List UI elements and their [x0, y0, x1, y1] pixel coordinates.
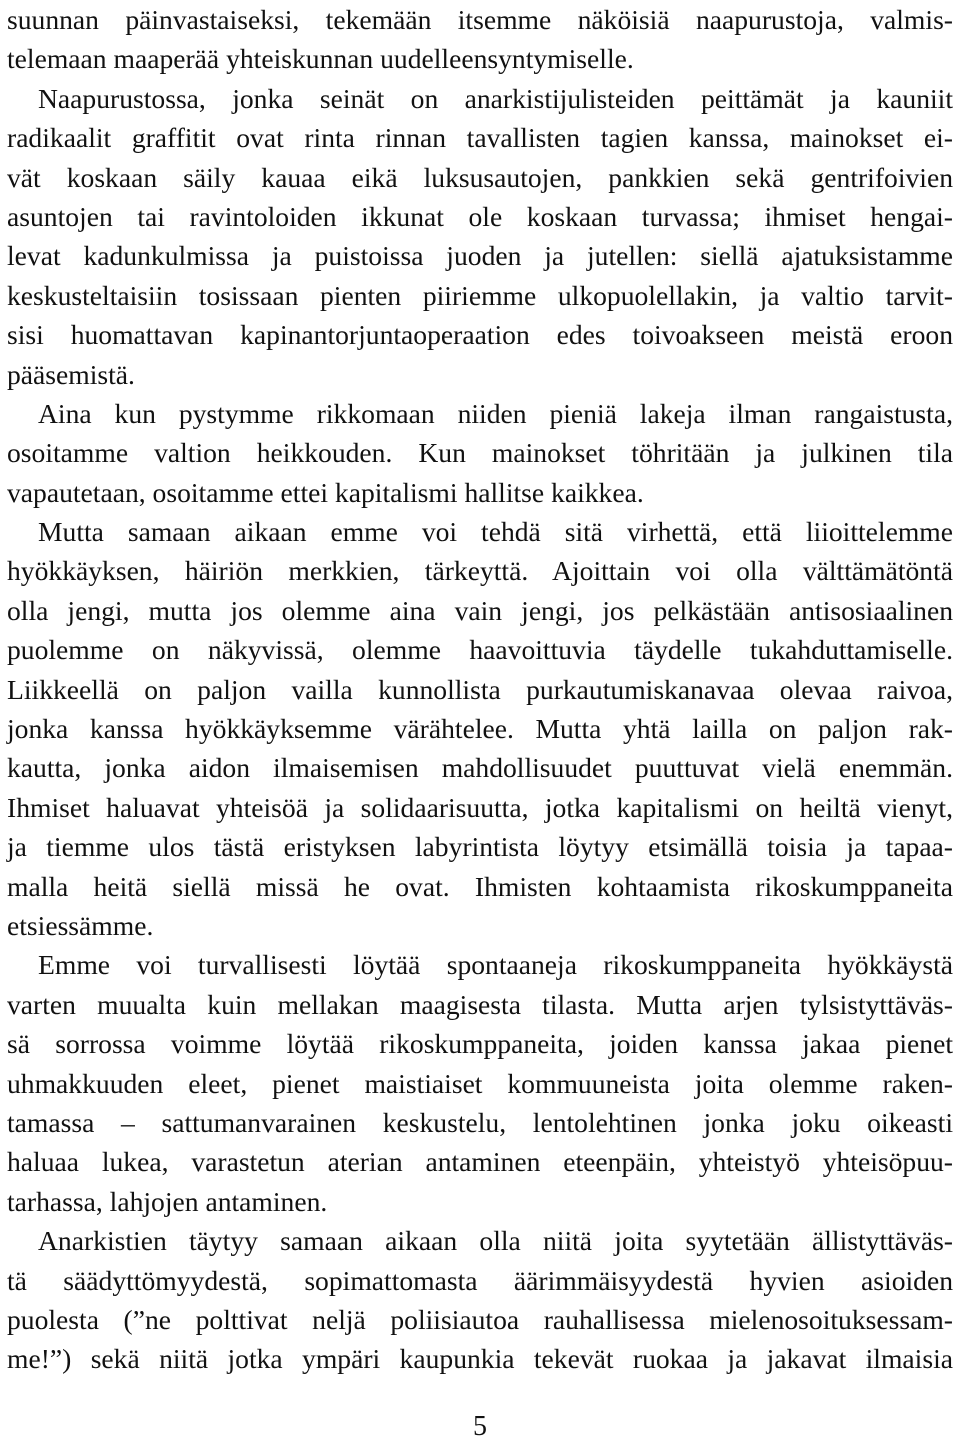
text-line: osoitamme valtion heikkouden. Kun mainokset töhritään ja julkinen tila: [7, 437, 953, 469]
text-line: Mutta samaan aikaan emme voi tehdä sitä virhettä, että liioittelemme: [38, 516, 953, 548]
text-line: Liikkeellä on paljon vailla kunnollista purkautumiskanavaa olevaa raivoa,: [7, 673, 953, 705]
text-line: ja tiemme ulos tästä eristyksen labyrintista löytyy etsimällä toisia ja tapaa-: [7, 831, 953, 863]
text-line: Emme voi turvallisesti löytää spontaaneja rikoskumppaneita hyökkäystä: [38, 949, 953, 981]
text-line: sä sorrossa voimme löytää rikoskumppaneita, joiden kanssa jakaa pienet: [7, 1028, 953, 1060]
text-line: puolemme on näkyvissä, olemme haavoittuvia täydelle tukahduttamiselle.: [7, 634, 953, 666]
text-line: tamassa – sattumanvarainen keskustelu, lentolehtinen jonka joku oikeasti: [7, 1106, 953, 1138]
text-line: tä säädyttömyydestä, sopimattomasta äärimmäisyydestä hyvien asioiden: [7, 1264, 953, 1296]
text-line: Naapurustossa, jonka seinät on anarkistijulisteiden peittämät ja kauniit: [38, 82, 953, 114]
text-line: olla jengi, mutta jos olemme aina vain jengi, jos pelkästään antisosiaalinen: [7, 594, 953, 626]
text-line: tarhassa, lahjojen antaminen.: [7, 1185, 328, 1217]
text-line: asuntojen tai ravintoloiden ikkunat ole koskaan turvassa; ihmiset hengai-: [7, 200, 953, 232]
text-line: malla heitä siellä missä he ovat. Ihmisten kohtaamista rikoskumppaneita: [7, 870, 953, 902]
text-line: Anarkistien täytyy samaan aikaan olla niitä joita syytetään ällistyttäväs-: [38, 1225, 953, 1257]
page-number: 5: [473, 1411, 487, 1442]
text-line: sisi huomattavan kapinantorjuntaoperaation edes toivoakseen meistä eroon: [7, 319, 953, 351]
text-line: puolesta (”ne polttivat neljä poliisiautoa rauhallisessa mielenosoituksessam-: [7, 1303, 953, 1335]
text-line: uhmakkuuden eleet, pienet maistiaiset kommuuneista joita olemme raken-: [7, 1067, 953, 1099]
text-line: radikaalit graffitit ovat rinta rinnan tavallisten tagien kanssa, mainokset ei-: [7, 122, 953, 154]
text-line: pääsemistä.: [7, 358, 135, 390]
text-line: varten muualta kuin mellakan maagisesta tilasta. Mutta arjen tylsistyttäväs-: [7, 988, 953, 1020]
text-line: telemaan maaperää yhteiskunnan uudelleensyntymiselle.: [7, 43, 634, 75]
text-line: suunnan päinvastaiseksi, tekemään itsemme näköisiä naapurustoja, valmis-: [7, 4, 953, 35]
text-line: keskusteltaisiin tosissaan pienten piiriemme ulkopuolellakin, ja valtio tarvit-: [7, 279, 953, 311]
text-line: vät koskaan säily kauaa eikä luksusautojen, pankkien sekä gentrifoivien: [7, 161, 953, 193]
body-text: [7, 0, 953, 1379]
text-line: etsiessämme.: [7, 909, 154, 941]
text-line: Aina kun pystymme rikkomaan niiden pieniä lakeja ilman rangaistusta,: [38, 397, 953, 429]
text-line: haluaa lukea, varastetun aterian antaminen eteenpäin, yhteistyö yhteisöpuu-: [7, 1146, 953, 1178]
text-line: hyökkäyksen, häiriön merkkien, tärkeyttä. Ajoittain voi olla välttämätöntä: [7, 555, 953, 587]
text-line: kautta, jonka aidon ilmaisemisen mahdollisuudet puuttuvat vielä enemmän.: [7, 752, 953, 784]
text-line: Ihmiset haluavat yhteisöä ja solidaarisuutta, jotka kapitalismi on heiltä vienyt,: [7, 791, 953, 823]
text-line: me!”) sekä niitä jotka ympäri kaupunkia tekevät ruokaa ja jakavat ilmaisia: [7, 1343, 953, 1375]
text-line: jonka kanssa hyökkäyksemme värähtelee. Mutta yhtä lailla on paljon rak-: [7, 713, 953, 745]
text-line: levat kadunkulmissa ja puistoissa juoden ja jutellen: siellä ajatuksistamme: [7, 240, 953, 272]
text-line: vapautetaan, osoitamme ettei kapitalismi hallitse kaikkea.: [7, 476, 644, 508]
